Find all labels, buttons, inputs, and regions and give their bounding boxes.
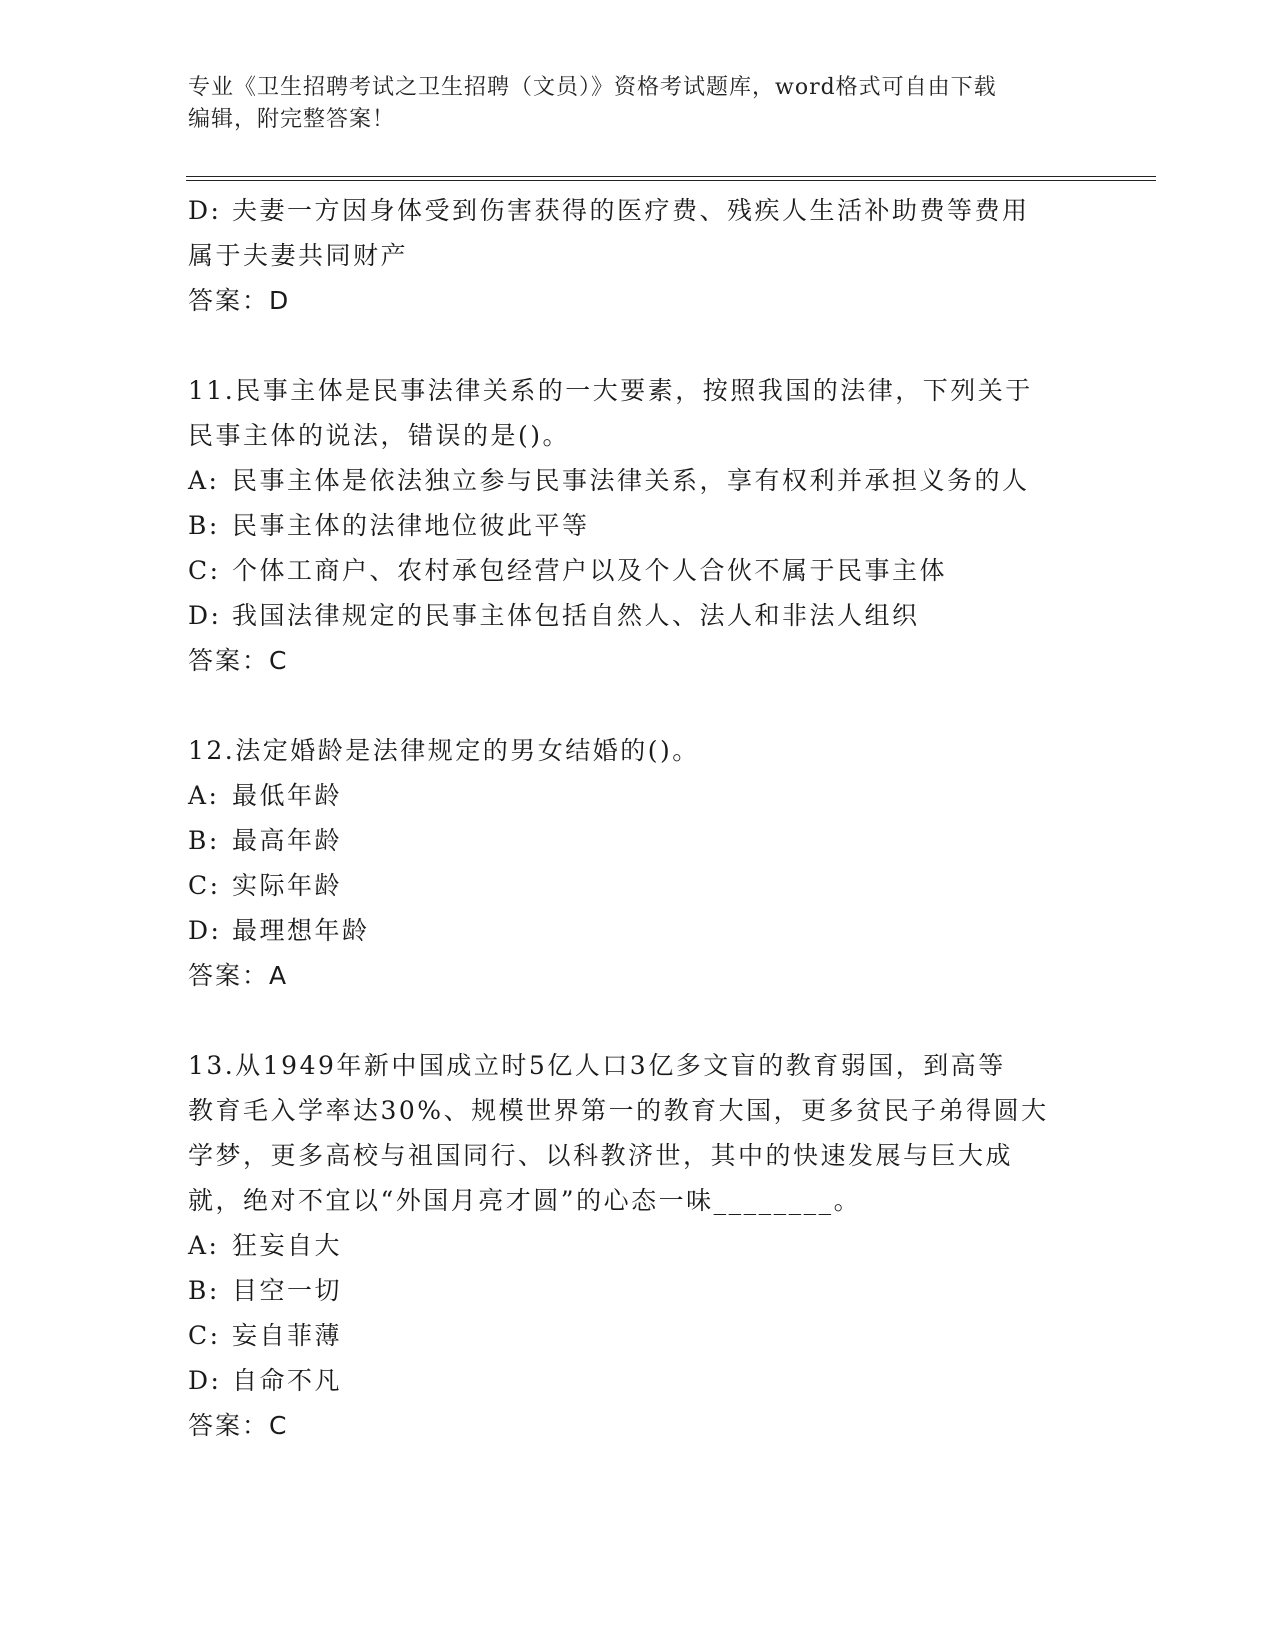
option-a bbox=[188, 458, 1088, 503]
question-stem-continuation: 学梦，更多高校与祖国同行、以科教济世，其中的快速发展与巨大成 bbox=[188, 1141, 1014, 1170]
option-text: 最高年龄 bbox=[232, 826, 343, 855]
option-text: 民事主体的法律地位彼此平等 bbox=[232, 511, 590, 540]
option-label: A: bbox=[188, 781, 220, 810]
option-label: A: bbox=[188, 466, 220, 495]
option-a bbox=[188, 1223, 1088, 1268]
option-label: B: bbox=[188, 1276, 220, 1305]
header-divider bbox=[186, 176, 1156, 181]
option-label: C: bbox=[188, 556, 221, 585]
previous-question-tail bbox=[188, 188, 1088, 323]
option-text: 夫妻一方因身体受到伤害获得的医疗费、残疾人生活补助费等费用 bbox=[232, 196, 1030, 225]
option-b bbox=[188, 503, 1088, 548]
question-12 bbox=[188, 728, 1088, 998]
option-c bbox=[188, 863, 1088, 908]
option-label: D: bbox=[188, 916, 222, 945]
option-c bbox=[188, 1313, 1088, 1358]
question-stem: 13.从1949年新中国成立时5亿人口3亿多文盲的教育弱国，到高等 bbox=[188, 1051, 1006, 1080]
question-stem: 11.民事主体是民事法律关系的一大要素，按照我国的法律，下列关于 bbox=[188, 376, 1033, 405]
option-b bbox=[188, 1268, 1088, 1313]
option-label: D: bbox=[188, 601, 222, 630]
question-11 bbox=[188, 368, 1088, 683]
option-b bbox=[188, 818, 1088, 863]
question-stem-continuation: 就，绝对不宜以“外国月亮才圆”的心态一味________。 bbox=[188, 1186, 862, 1215]
option-label: D: bbox=[188, 196, 222, 225]
answer-line: 答案：C bbox=[188, 1411, 289, 1440]
option-text: 民事主体是依法独立参与民事法律关系，享有权利并承担义务的人 bbox=[232, 466, 1030, 495]
option-label: C: bbox=[188, 1321, 221, 1350]
option-d bbox=[188, 188, 1088, 233]
option-text: 目空一切 bbox=[232, 1276, 343, 1305]
option-label: B: bbox=[188, 826, 220, 855]
question-13 bbox=[188, 1043, 1088, 1448]
option-a bbox=[188, 773, 1088, 818]
document-header bbox=[188, 72, 1068, 136]
option-d bbox=[188, 593, 1088, 638]
option-text: 最理想年龄 bbox=[232, 916, 370, 945]
header-line-1: 专业《卫生招聘考试之卫生招聘（文员）》资格考试题库，word格式可自由下载 bbox=[188, 75, 997, 100]
option-text: 最低年龄 bbox=[232, 781, 343, 810]
question-stem-continuation: 民事主体的说法，错误的是()。 bbox=[188, 421, 571, 450]
option-text: 我国法律规定的民事主体包括自然人、法人和非法人组织 bbox=[232, 601, 920, 630]
question-stem-continuation: 教育毛入学率达30%、规模世界第一的教育大国，更多贫民子弟得圆大 bbox=[188, 1096, 1049, 1125]
question-stem: 12.法定婚龄是法律规定的男女结婚的()。 bbox=[188, 736, 700, 765]
option-text: 实际年龄 bbox=[232, 871, 343, 900]
option-d bbox=[188, 908, 1088, 953]
answer-line: 答案：C bbox=[188, 646, 289, 675]
answer-line: 答案：A bbox=[188, 961, 289, 990]
option-d bbox=[188, 1358, 1088, 1403]
answer-line: 答案：D bbox=[188, 286, 291, 315]
option-c bbox=[188, 548, 1088, 593]
option-d-continuation: 属于夫妻共同财产 bbox=[188, 241, 409, 270]
option-text: 个体工商户、农村承包经营户以及个人合伙不属于民事主体 bbox=[232, 556, 948, 585]
option-label: B: bbox=[188, 511, 220, 540]
header-line-2: 编辑，附完整答案！ bbox=[188, 107, 396, 132]
option-text: 自命不凡 bbox=[232, 1366, 343, 1395]
option-label: C: bbox=[188, 871, 221, 900]
option-label: A: bbox=[188, 1231, 220, 1260]
document-body bbox=[188, 188, 1088, 1448]
option-text: 狂妄自大 bbox=[232, 1231, 343, 1260]
option-text: 妄自菲薄 bbox=[232, 1321, 343, 1350]
option-label: D: bbox=[188, 1366, 222, 1395]
